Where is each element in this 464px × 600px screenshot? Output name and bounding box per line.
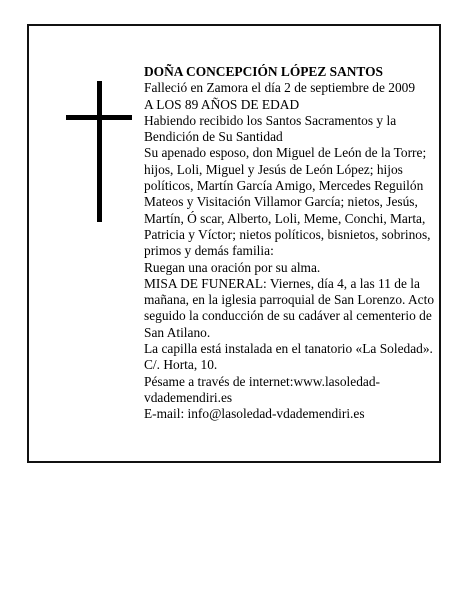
death-line: Falleció en Zamora el día 2 de septiembre de 2009 [144, 80, 416, 96]
age-line: A LOS 89 AÑOS DE EDAD [144, 96, 300, 112]
obituary-text [144, 64, 444, 423]
email-line: E-mail: info@lasoledad-vdademendiri.es [144, 406, 365, 422]
obituary-notice [27, 24, 441, 463]
funeral-paragraph: MISA DE FUNERAL: Viernes, día 4, a las 11 de la mañana, en la iglesia parroquial de San Lorenzo. Acto seguido la conducción de su cadáver al cementerio de San Atilano. [144, 275, 435, 340]
cross-icon [97, 81, 102, 222]
chapel-paragraph: La capilla está instalada en el tanatorio «La Soledad». C/. Horta, 10. [144, 341, 433, 373]
condolences-line: Pésame a través de internet:www.lasoledad-vdademendiri.es [144, 373, 380, 405]
family-paragraph: Su apenado esposo, don Miguel de León de la Torre; hijos, Loli, Miguel y Jesús de León López; hijos políticos, Martín García Amigo, Mercedes Reguilón Mateos y Visitación Villamor García; nietos, Jesús, Martín, Ó scar, Alberto, Loli, Meme, Conchi, Marta, Patricia y Víctor; nietos políticos, bisnietos, sobrinos, primos y demás familia: [144, 145, 431, 259]
sacraments-line: Habiendo recibido los Santos Sacramentos y la Bendición de Su Santidad [144, 112, 397, 145]
deceased-name: DOÑA CONCEPCIÓN LÓPEZ SANTOS [144, 64, 383, 79]
prayer-line: Ruegan una oración por su alma. [144, 259, 321, 275]
cross-icon-arm [66, 115, 132, 120]
